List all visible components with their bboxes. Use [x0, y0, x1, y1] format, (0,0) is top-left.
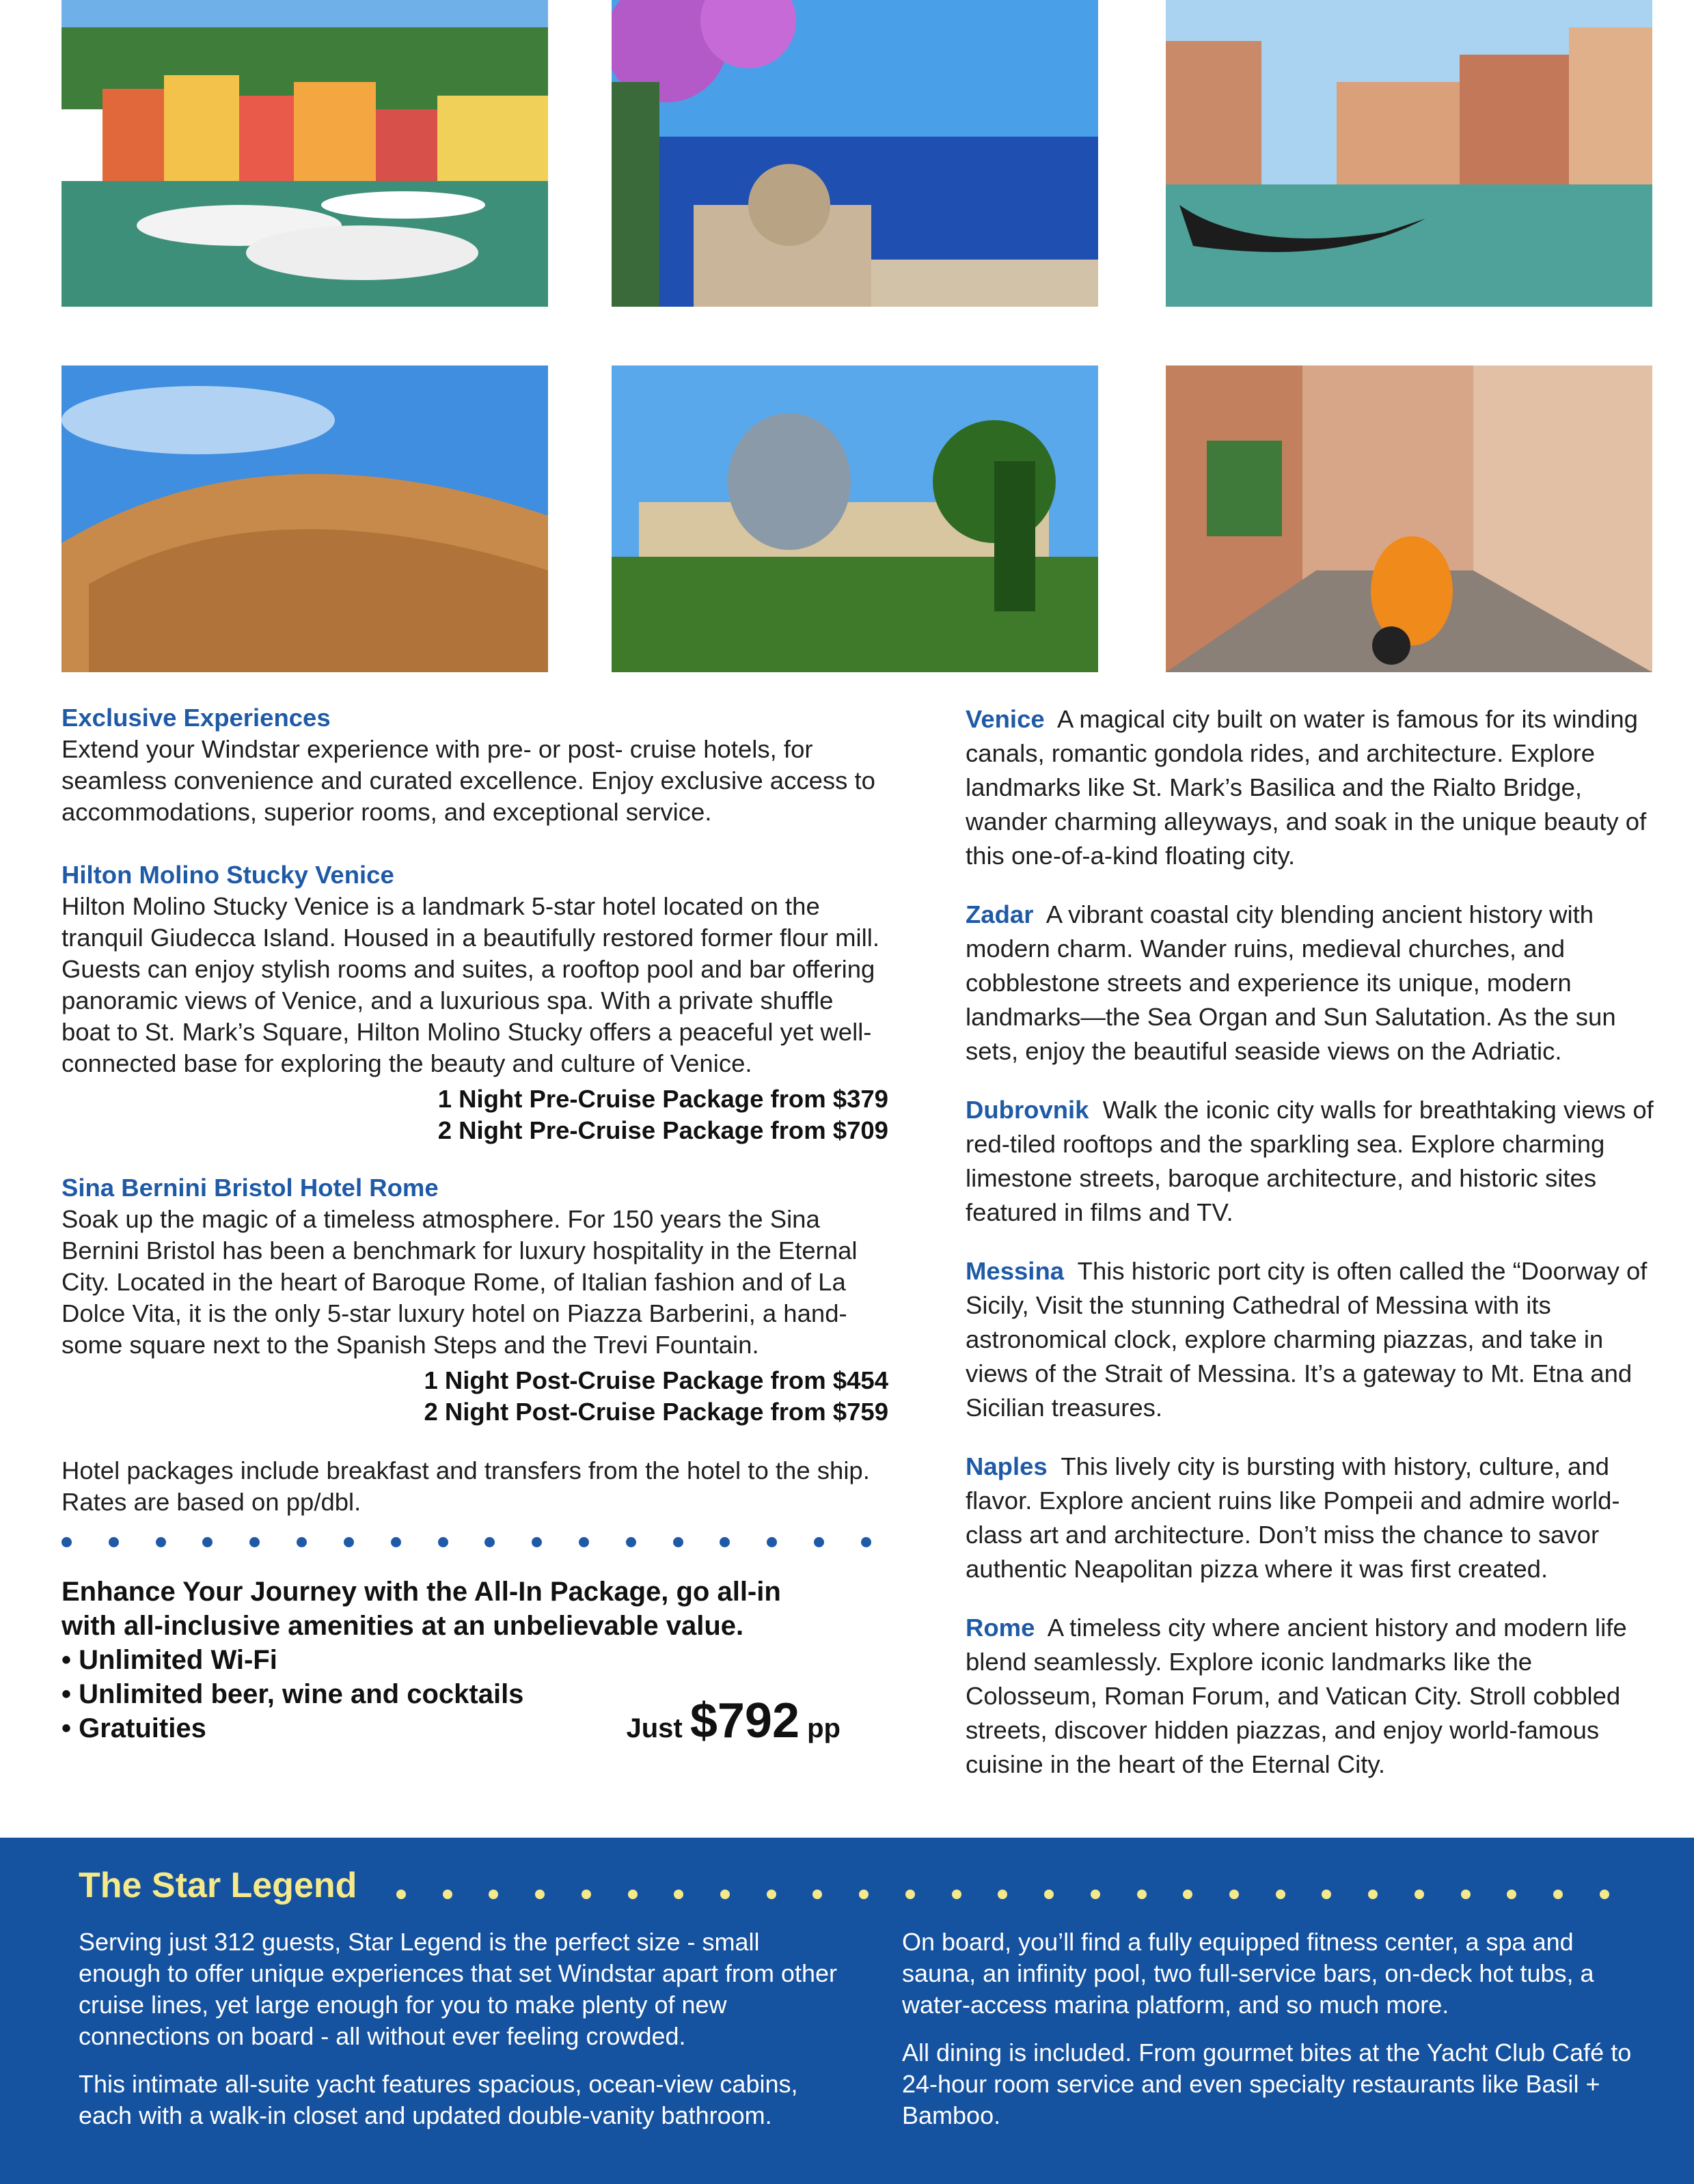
city-name: Rome	[966, 1614, 1035, 1642]
rome-alley-scooter-photo	[1166, 365, 1652, 672]
ship-title: The Star Legend	[79, 1866, 357, 1905]
hilton-package-1: 1 Night Pre-Cruise Package from $379	[437, 1085, 888, 1113]
exclusive-title: Exclusive Experiences	[62, 704, 331, 732]
hilton-section	[62, 859, 888, 1146]
price-suffix: pp	[807, 1713, 841, 1743]
bernini-section	[62, 1172, 888, 1428]
bernini-title: Sina Bernini Bristol Hotel Rome	[62, 1174, 439, 1202]
ship-paragraph: Serving just 312 guests, Star Legend is the perfect size - small enough to offer unique experiences that set Windstar apart from other cruise lines, yet large enough for you to make plenty of new connections on board - all without ever feeling crowded.	[79, 1928, 837, 2050]
city-messina	[966, 1254, 1656, 1425]
colosseum-photo	[62, 365, 548, 672]
all-in-price	[626, 1694, 841, 1748]
city-dubrovnik	[966, 1093, 1656, 1230]
star-legend-band	[0, 1838, 1694, 2184]
city-text: This lively city is bursting with history, culture, and flavor. Explore ancient ruins like Pompeii and admire world-class art and architecture. Don’t miss the chance to savor authentic Neapolitan pizza where it was first created.	[966, 1452, 1620, 1583]
price-value: $792	[689, 1694, 800, 1748]
bernini-package-1: 1 Night Post-Cruise Package from $454	[424, 1366, 888, 1394]
city-text: This historic port city is often called the “Doorway of Sicily, Visit the stunning Cathedral of Messina with its astronomical clock, explore charming piazzas, and take in views of the Strait of Messina. It’s a gateway to Mt. Etna and Sicilian treasures.	[966, 1257, 1648, 1422]
price-prefix: Just	[626, 1713, 683, 1743]
city-rome	[966, 1611, 1656, 1782]
bernini-text: Soak up the magic of a timeless atmosphere. For 150 years the Sina Bernini Bristol has been a benchmark for luxury hospitality in the Eternal City. Located in the heart of Baroque Rome, of Italian fashion and of La Dolce Vita, it is the only 5-star luxury hotel on Piazza Barberini, a hand-some square next to the Spanish Steps and the Trevi Fountain.	[62, 1205, 858, 1359]
st-peters-dome-photo	[612, 365, 1098, 672]
ship-paragraph: On board, you’ll find a fully equipped fitness center, a spa and sauna, an infinity pool, two full-service bars, on-deck hot tubs, a water-access marina platform, and so much more.	[902, 1928, 1594, 2019]
right-column	[966, 702, 1656, 1806]
ship-right-text	[902, 1926, 1647, 2148]
hotel-note: Hotel packages include breakfast and transfers from the hotel to the ship. Rates are based on pp/dbl.	[62, 1456, 870, 1516]
city-text: A magical city built on water is famous for its winding canals, romantic gondola rides, and architecture. Explore landmarks like St. Mark’s Basilica and the Rialto Bridge, wander charming alleyways, and soak in the unique beauty of this one-of-a-kind floating city.	[966, 705, 1647, 870]
ship-paragraph: All dining is included. From gourmet bites at the Yacht Club Café to 24-hour room service and even specialty restaurants like Basil + Bamboo.	[902, 2038, 1632, 2129]
city-name: Messina	[966, 1257, 1065, 1285]
all-in-headline: Enhance Your Journey with the All-In Package, go all-in with all-inclusive amenities at an unbelievable value.	[62, 1577, 781, 1641]
city-name: Dubrovnik	[966, 1096, 1089, 1124]
portofino-harbor-photo	[62, 0, 548, 307]
city-name: Venice	[966, 705, 1045, 733]
hilton-package-2: 2 Night Pre-Cruise Package from $709	[437, 1116, 888, 1144]
city-venice	[966, 702, 1656, 873]
all-in-item: • Gratuities	[62, 1713, 206, 1743]
amalfi-coast-photo	[612, 0, 1098, 307]
ship-left-text	[79, 1926, 837, 2148]
left-column	[62, 702, 888, 1748]
city-text: A timeless city where ancient history and modern life blend seamlessly. Explore iconic landmarks like the Colosseum, Roman Forum, and Vatican City. Stroll cobbled streets, discover hidden piazzas, and enjoy world-famous cuisine in the heart of the Eternal City.	[966, 1614, 1627, 1778]
city-text: Walk the iconic city walls for breathtaking views of red-tiled rooftops and the sparkling sea. Explore charming limestone streets, baroque architecture, and historic sites featured in films and TV.	[966, 1096, 1654, 1226]
city-zadar	[966, 898, 1656, 1068]
city-text: A vibrant coastal city blending ancient history with modern charm. Wander ruins, medieval churches, and cobblestone streets and experience its unique, modern landmarks—the Sea Organ and Sun Salutation. As the sun sets, enjoy the beautiful seaside views on the Adriatic.	[966, 900, 1616, 1065]
all-in-item: • Unlimited beer, wine and cocktails	[62, 1679, 524, 1709]
exclusive-experiences-section	[62, 702, 888, 828]
city-name: Zadar	[966, 900, 1034, 928]
all-in-item: • Unlimited Wi-Fi	[62, 1645, 277, 1675]
exclusive-text: Extend your Windstar experience with pre- or post- cruise hotels, for seamless convenience and curated excellence. Enjoy exclusive access to accommodations, superior rooms, and exceptional service.	[62, 735, 875, 826]
venice-gondola-photo	[1166, 0, 1652, 307]
ship-paragraph: This intimate all-suite yacht features spacious, ocean-view cabins, each with a walk-in closet and updated double-vanity bathroom.	[79, 2070, 798, 2129]
hilton-text: Hilton Molino Stucky Venice is a landmark 5-star hotel located on the tranquil Giudecca Island. Housed in a beautifully restored former flour mill. Guests can enjoy stylish rooms and suites, a rooftop pool and bar offering panoramic views of Venice, and a luxurious spa. With a private shuffle boat to St. Mark’s Square, Hilton Molino Stucky offers a peaceful yet well-connected base for exploring the beauty and culture of Venice.	[62, 892, 879, 1077]
city-naples	[966, 1450, 1656, 1586]
divider-dots	[62, 1537, 871, 1547]
all-in-package	[62, 1575, 841, 1748]
hilton-title: Hilton Molino Stucky Venice	[62, 861, 394, 889]
city-name: Naples	[966, 1452, 1048, 1480]
band-divider-dots	[396, 1890, 1609, 1899]
bernini-package-2: 2 Night Post-Cruise Package from $759	[424, 1398, 888, 1426]
